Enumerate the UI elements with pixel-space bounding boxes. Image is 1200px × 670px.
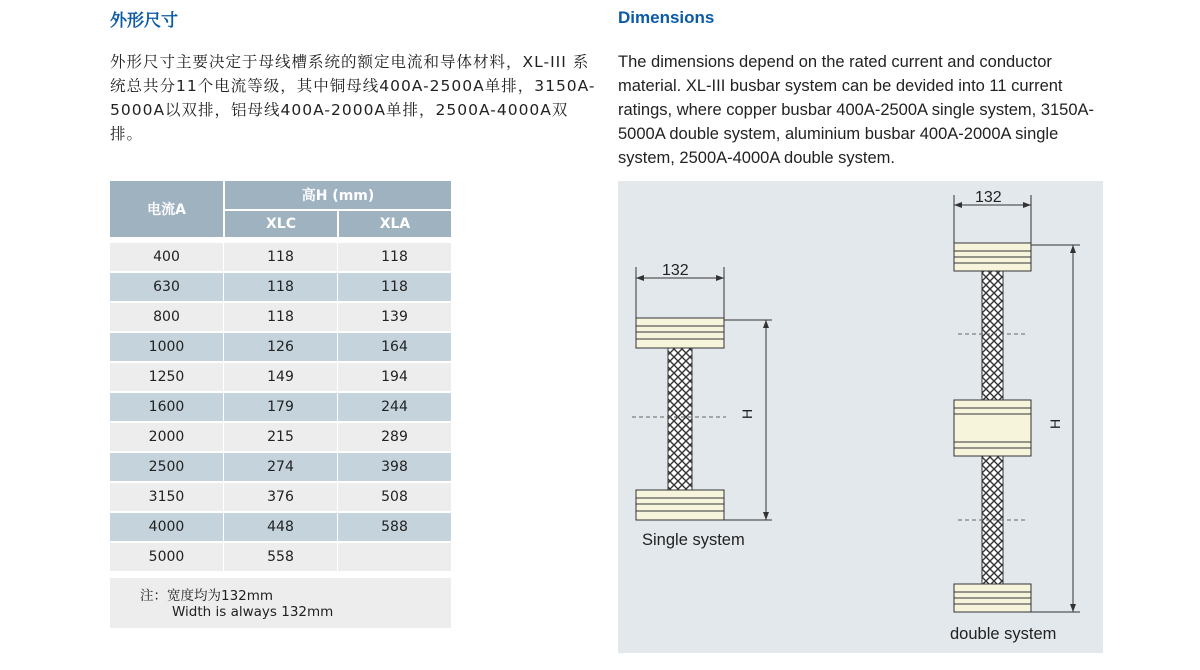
table-note bbox=[110, 578, 451, 628]
cell-xlc: 274 bbox=[224, 453, 337, 481]
cell-xla: 289 bbox=[338, 423, 451, 451]
cell-xla: 508 bbox=[338, 483, 451, 511]
cell-xlc: 126 bbox=[224, 333, 337, 361]
cell-current: 4000 bbox=[110, 513, 223, 541]
cell-current: 630 bbox=[110, 273, 223, 301]
cell-xlc: 118 bbox=[224, 273, 337, 301]
single-width-label: 132 bbox=[662, 262, 689, 279]
cell-current: 1250 bbox=[110, 363, 223, 391]
cell-xlc: 118 bbox=[224, 303, 337, 331]
cell-current: 2500 bbox=[110, 453, 223, 481]
cell-xlc: 149 bbox=[224, 363, 337, 391]
cell-current: 5000 bbox=[110, 543, 223, 571]
cell-xlc: 179 bbox=[224, 393, 337, 421]
table-row bbox=[110, 363, 451, 391]
table-header bbox=[110, 181, 451, 237]
cell-current: 1600 bbox=[110, 393, 223, 421]
cell-current: 3150 bbox=[110, 483, 223, 511]
single-caption: Single system bbox=[642, 531, 745, 549]
table-row bbox=[110, 453, 451, 481]
cell-xla: 164 bbox=[338, 333, 451, 361]
cell-xlc: 448 bbox=[224, 513, 337, 541]
cell-xlc: 558 bbox=[224, 543, 337, 571]
double-width-label: 132 bbox=[975, 189, 1002, 206]
diagram-svg bbox=[618, 181, 1103, 653]
cell-xla: 139 bbox=[338, 303, 451, 331]
cell-current: 400 bbox=[110, 243, 223, 271]
section-heading-en: Dimensions bbox=[618, 8, 715, 27]
single-height-label: H bbox=[739, 408, 755, 419]
header-xla: XLA bbox=[379, 216, 411, 232]
cell-current: 800 bbox=[110, 303, 223, 331]
cell-xlc: 215 bbox=[224, 423, 337, 451]
note-en: Width is always 132mm bbox=[172, 604, 334, 620]
dimensions-table bbox=[110, 181, 451, 573]
table-row bbox=[110, 303, 451, 331]
cell-current: 1000 bbox=[110, 333, 223, 361]
header-current: 电流A bbox=[147, 202, 186, 218]
cell-xla: 398 bbox=[338, 453, 451, 481]
cell-xlc: 376 bbox=[224, 483, 337, 511]
description-cn: 外形尺寸主要决定于母线槽系统的额定电流和导体材料，XL-III 系统总共分11个电流等级，其中铜母线400A-2500A单排，3150A-5000A以双排，铝母线400A-2000A单排，2500A-4000A双排。 bbox=[110, 53, 596, 143]
cell-xla: 588 bbox=[338, 513, 451, 541]
table-row bbox=[110, 393, 451, 421]
table-row bbox=[110, 483, 451, 511]
table-body bbox=[110, 243, 451, 571]
table-row bbox=[110, 543, 451, 571]
cell-xlc: 118 bbox=[224, 243, 337, 271]
cell-xla bbox=[338, 543, 451, 571]
double-system-drawing bbox=[954, 195, 1080, 612]
double-caption: double system bbox=[950, 625, 1057, 643]
cell-xla: 118 bbox=[338, 243, 451, 271]
double-height-label: H bbox=[1047, 418, 1063, 429]
description-en: The dimensions depend on the rated current and conductor material. XL-III busbar system can be devided into 11 current ratings, where copper busbar 400A-2500A single system, 3150A-5000A double system, aluminium busbar 400A-2000A single system, 2500A-4000A double system. bbox=[618, 53, 1095, 167]
dimension-diagram bbox=[618, 181, 1103, 653]
table-row bbox=[110, 423, 451, 451]
cell-xla: 118 bbox=[338, 273, 451, 301]
note-cn: 注：宽度均为132mm bbox=[140, 588, 274, 604]
table-row bbox=[110, 243, 451, 271]
single-system-drawing bbox=[632, 267, 772, 520]
cell-xla: 194 bbox=[338, 363, 451, 391]
section-heading-cn: 外形尺寸 bbox=[110, 11, 178, 31]
table-row bbox=[110, 513, 451, 541]
header-height: 高H (mm) bbox=[301, 188, 375, 204]
table-row bbox=[110, 273, 451, 301]
table-row bbox=[110, 333, 451, 361]
cell-xla: 244 bbox=[338, 393, 451, 421]
cell-current: 2000 bbox=[110, 423, 223, 451]
header-xlc: XLC bbox=[266, 216, 296, 232]
